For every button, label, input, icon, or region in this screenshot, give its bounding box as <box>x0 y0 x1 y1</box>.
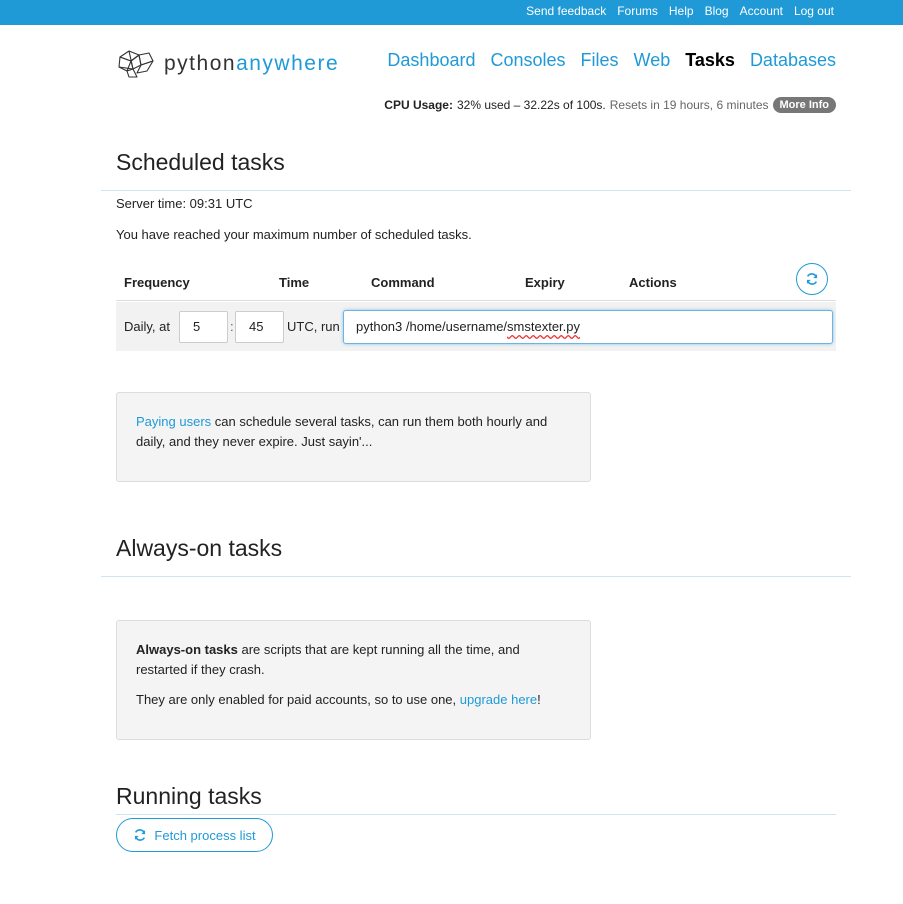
tasks-table-header <box>116 264 836 301</box>
minute-input[interactable]: 45 <box>235 311 284 343</box>
brand-logo[interactable] <box>117 49 339 79</box>
nav-tasks[interactable]: Tasks <box>685 50 735 70</box>
nav-databases[interactable]: Databases <box>749 50 836 70</box>
column-actions: Actions <box>629 275 677 290</box>
column-frequency: Frequency <box>124 275 190 290</box>
nav-dashboard[interactable]: Dashboard <box>387 50 476 70</box>
max-tasks-notice: You have reached your maximum number of scheduled tasks. <box>116 227 472 242</box>
more-info-button[interactable]: More Info <box>773 97 837 113</box>
task-row <box>116 302 836 351</box>
fetch-process-list-label: Fetch process list <box>154 827 256 843</box>
blog-link[interactable]: Blog <box>704 4 729 18</box>
nav-consoles[interactable]: Consoles <box>490 50 566 70</box>
forums-link[interactable]: Forums <box>617 4 658 18</box>
scheduled-tasks-heading: Scheduled tasks <box>116 149 285 175</box>
upgrade-here-link[interactable]: upgrade here <box>459 692 538 707</box>
paying-users-link[interactable]: Paying users <box>136 414 212 429</box>
utc-run-label: UTC, run <box>287 319 340 334</box>
nav-web[interactable]: Web <box>633 50 671 70</box>
help-link[interactable]: Help <box>668 4 694 18</box>
server-time: Server time: 09:31 UTC <box>116 196 253 211</box>
always-on-heading: Always-on tasks <box>116 535 283 561</box>
send-feedback-link[interactable]: Send feedback <box>526 4 607 18</box>
top-bar <box>0 0 903 25</box>
refresh-icon <box>133 828 147 842</box>
fetch-process-list-button[interactable] <box>116 818 273 852</box>
column-time: Time <box>279 275 310 290</box>
command-input[interactable]: python3 /home/username/smstexter.py <box>343 310 833 344</box>
nav-files[interactable]: Files <box>580 50 619 70</box>
time-separator: : <box>230 319 234 334</box>
running-tasks-heading: Running tasks <box>116 783 262 809</box>
refresh-icon <box>805 272 819 286</box>
refresh-tasks-button[interactable] <box>796 263 828 295</box>
upsell-text: Paying users can schedule several tasks, can run them both hourly and daily, and they never expire. Just sayin'... <box>136 414 548 449</box>
section-divider <box>116 814 836 815</box>
column-command: Command <box>371 275 435 290</box>
always-on-info-box <box>116 620 591 740</box>
logout-link[interactable]: Log out <box>793 4 834 18</box>
top-links <box>526 4 834 18</box>
always-on-upgrade-text: They are only enabled for paid accounts, so to use one, upgrade here! <box>136 692 541 707</box>
cpu-usage <box>384 97 836 113</box>
python-snake-logo-icon <box>117 49 155 79</box>
column-expiry: Expiry <box>525 275 565 290</box>
brand-wordmark: pythonanywhere <box>164 52 340 75</box>
section-divider <box>101 576 851 577</box>
cpu-resets: Resets in 19 hours, 6 minutes <box>609 98 769 112</box>
always-on-description: Always-on tasks are scripts that are kept running all the time, and restarted if they crash. <box>136 642 520 677</box>
section-divider <box>101 190 851 191</box>
account-link[interactable]: Account <box>739 4 783 18</box>
main-nav <box>387 50 836 71</box>
cpu-usage-value: 32% used – 32.22s of 100s. <box>456 98 606 112</box>
hour-input[interactable]: 5 <box>179 311 228 343</box>
upsell-box <box>116 392 591 482</box>
frequency-label: Daily, at <box>124 319 170 334</box>
cpu-label: CPU Usage: <box>384 98 453 112</box>
